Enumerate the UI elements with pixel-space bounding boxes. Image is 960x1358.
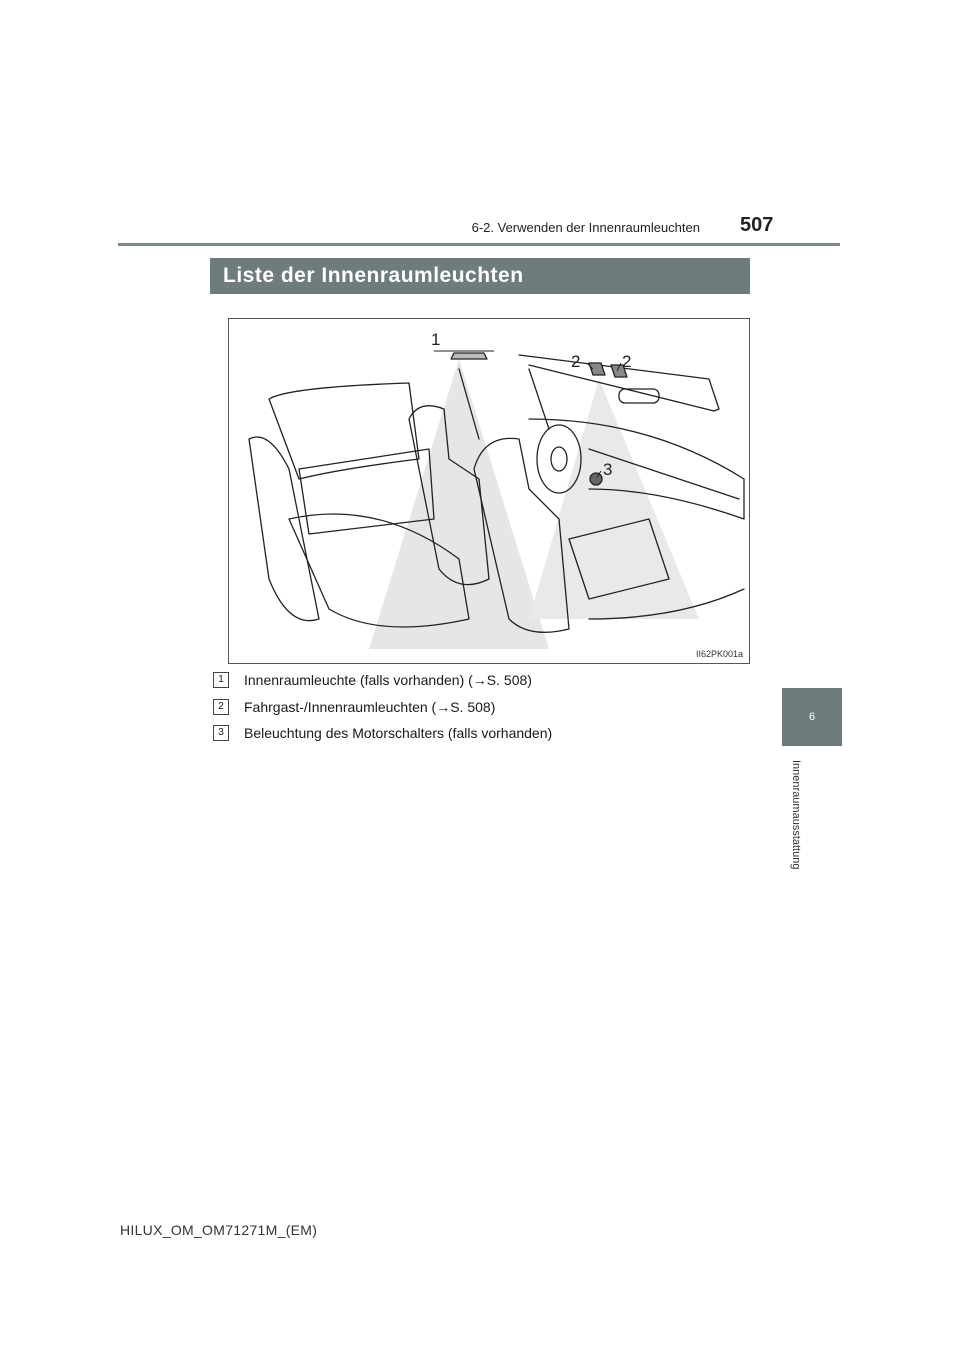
roof-line <box>519 355 719 411</box>
section-title: Liste der Innenraumleuchten <box>223 264 524 287</box>
legend-number: 1 <box>213 672 229 688</box>
light-beam-left <box>369 359 549 649</box>
figure-code: II62PK001a <box>695 649 743 659</box>
section-title-bar <box>210 258 750 294</box>
legend-number: 3 <box>213 725 229 741</box>
header-section-title: 6-2. Verwenden der Innenraumleuchten <box>471 220 700 235</box>
legend-text: Beleuchtung des Motorschalters (falls vorhanden) <box>244 725 553 741</box>
chapter-tab: 6 <box>782 688 842 746</box>
legend-text: Fahrgast-/Innenraumleuchten (→S. 508) <box>244 699 496 715</box>
windshield-frame <box>529 369 549 429</box>
rear-door <box>299 449 434 534</box>
dome-light <box>451 353 487 359</box>
legend-item-3 <box>213 723 552 743</box>
personal-light-left <box>589 363 605 375</box>
car-interior-drawing <box>229 319 749 663</box>
header-rule <box>118 243 840 246</box>
steering-wheel <box>537 425 581 493</box>
interior-lights-illustration <box>228 318 750 664</box>
chapter-label: Innenraumausstattung <box>790 760 802 870</box>
legend-item-1 <box>213 670 532 690</box>
callout-3: 3 <box>603 460 613 479</box>
legend-number: 2 <box>213 699 229 715</box>
rear-seat-back <box>269 383 419 479</box>
legend-item-2 <box>213 697 495 717</box>
callout-2a: 2 <box>571 352 581 371</box>
legend-text: Innenraumleuchte (falls vorhanden) (→S. 508) <box>244 672 532 688</box>
callout-2b: 2 <box>622 352 632 371</box>
callout-1: 1 <box>431 330 441 349</box>
page-number: 507 <box>740 214 774 236</box>
engine-switch <box>590 473 602 485</box>
footer-document-code: HILUX_OM_OM71271M_(EM) <box>120 1222 318 1238</box>
